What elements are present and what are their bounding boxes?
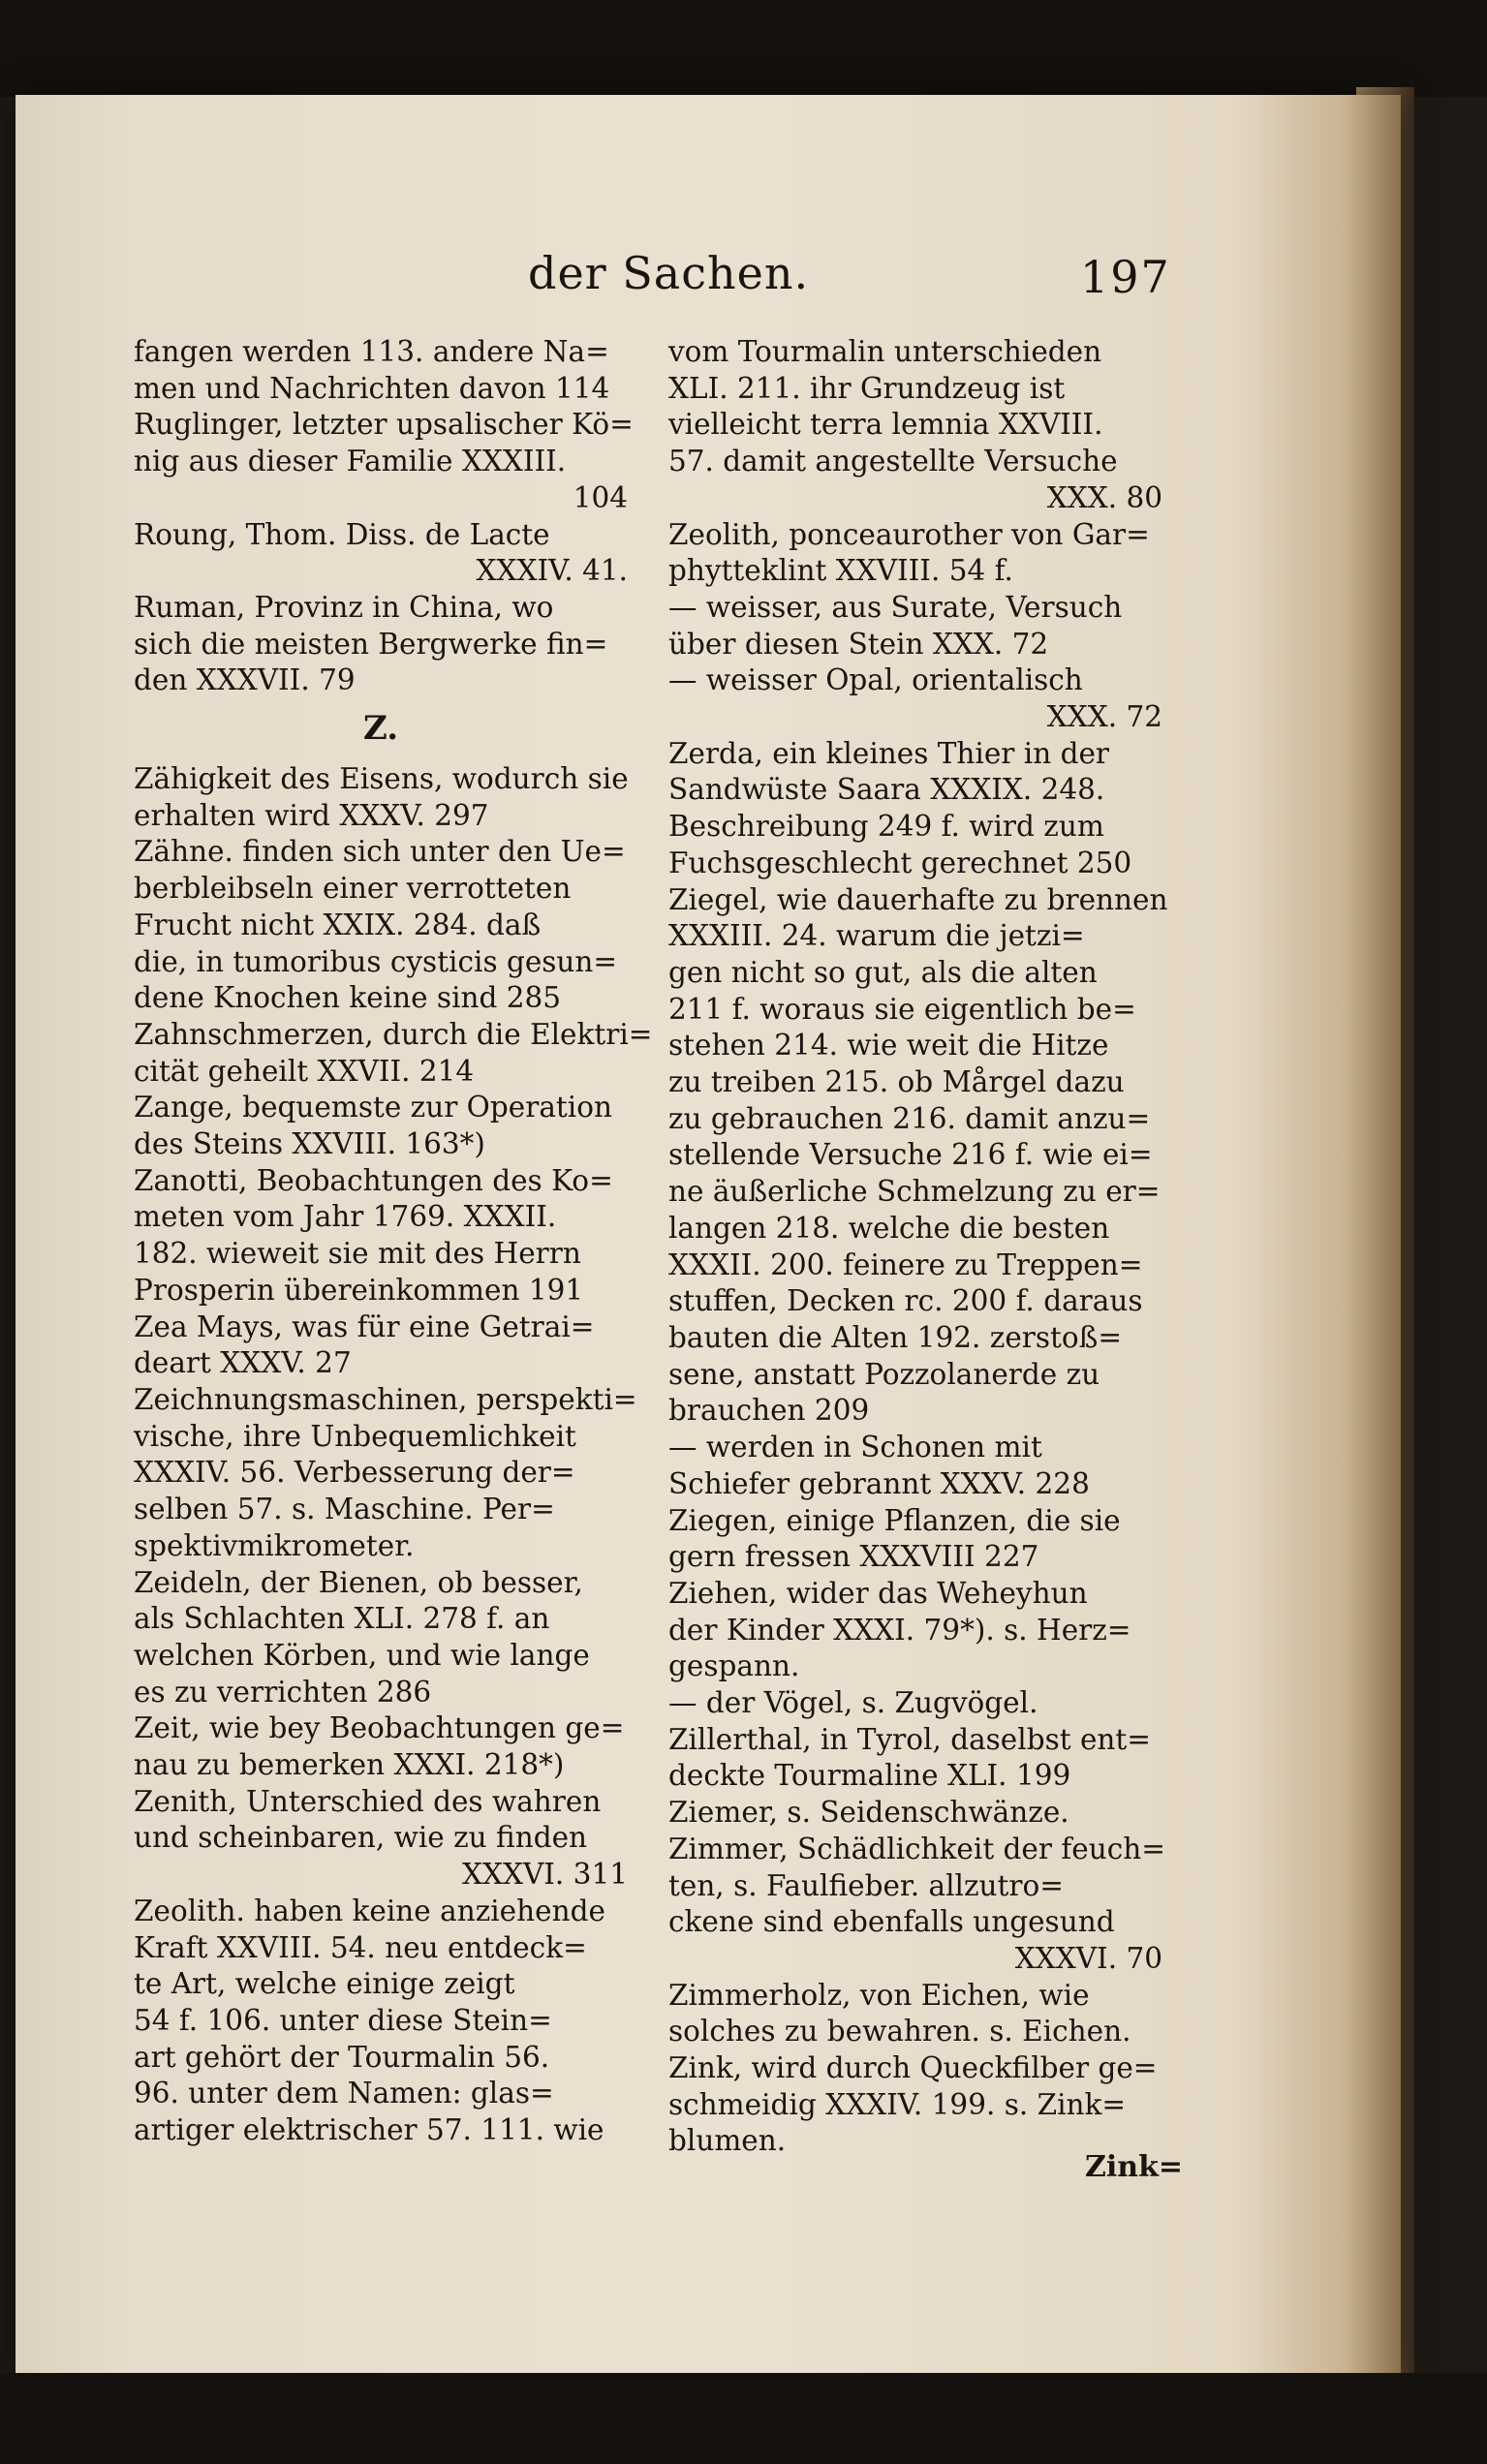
entry-line: sene, anstatt Pozzolanerde zu — [668, 1357, 1100, 1391]
entry-line: cität geheilt XXVII. 214 — [134, 1054, 475, 1088]
entry-line: selben 57. s. Maschine. Per= — [134, 1493, 555, 1526]
index-entry — [134, 1309, 628, 1382]
entry-line: phytteklint XXVIII. 54 f. — [668, 554, 1013, 588]
entry-line: gespann. — [668, 1649, 800, 1683]
section-letter: Z. — [362, 709, 399, 749]
entry-line: gern fressen XXXVIII 227 — [668, 1540, 1039, 1574]
entry-line: — der Vögel, s. Zugvögel. — [668, 1686, 1038, 1720]
entry-line: der Kinder XXXI. 79*). s. Herz= — [668, 1613, 1131, 1647]
entry-line: gen nicht so gut, als die alten — [668, 955, 1098, 989]
index-entry — [668, 1795, 1162, 1832]
entry-line: vom Tourmalin unterschieden — [668, 335, 1102, 368]
entry-line: ten, s. Faulfieber. allzutro= — [668, 1868, 1064, 1902]
entry-line: fangen werden 113. andere Na= — [134, 335, 609, 368]
entry-line: Zeit, wie bey Beobachtungen ge= — [134, 1711, 625, 1745]
entry-line: Sandwüste Saara XXXIX. 248. — [668, 773, 1105, 807]
bottom-shadow — [0, 2373, 1487, 2464]
index-entry — [134, 334, 628, 407]
entry-line: nau zu bemerken XXXI. 218*) — [134, 1748, 565, 1782]
entry-line: Zanotti, Beobachtungen des Ko= — [134, 1163, 613, 1197]
entry-line: als Schlachten XLI. 278 f. an — [134, 1602, 550, 1636]
entry-line: den XXXVII. 79 — [134, 663, 356, 697]
entry-line: ckene sind ebenfalls ungesund — [668, 1905, 1115, 1939]
entry-line: Zeolith, ponceaurother von Gar= — [668, 517, 1150, 551]
entry-line: XXXII. 200. feinere zu Treppen= — [668, 1247, 1143, 1281]
entry-line: — werden in Schonen mit — [668, 1431, 1042, 1464]
index-entry — [668, 736, 1162, 882]
index-entry — [134, 761, 628, 834]
entry-line: Zähne. finden sich unter den Ue= — [134, 835, 626, 869]
entry-line: XXXIV. 56. Verbesserung der= — [134, 1456, 575, 1490]
entry-line: Zeichnungsmaschinen, perspekti= — [134, 1382, 637, 1416]
entry-line: bauten die Alten 192. zerstoß= — [668, 1320, 1123, 1354]
entry-line: schmeidig XXXIV. 199. s. Zink= — [668, 2087, 1127, 2121]
entry-line: Zimmer, Schädlichkeit der feuch= — [668, 1832, 1165, 1865]
entry-line: 182. wieweit sie mit des Herrn — [134, 1237, 581, 1271]
entry-line: Ruglinger, letzter upsalischer Kö= — [134, 408, 634, 442]
entry-line: Fuchsgeschlecht gerechnet 250 — [668, 846, 1132, 879]
entry-line: solches zu bewahren. s. Eichen. — [668, 2015, 1131, 2048]
entry-line: Zimmerholz, von Eichen, wie — [668, 1978, 1090, 2012]
index-entry — [668, 662, 1162, 735]
entry-reference: XXXVI. 311 — [461, 1858, 628, 1892]
index-entry — [668, 1685, 1162, 1722]
index-entry — [668, 1576, 1162, 1685]
entry-line: Zea Mays, was für eine Getrai= — [134, 1309, 595, 1343]
entry-line: art gehört der Tourmalin 56. — [134, 2040, 550, 2074]
index-entry — [134, 407, 634, 516]
entry-line: vielleicht terra lemnia XXVIII. — [668, 408, 1103, 442]
entry-line: deckte Tourmaline XLI. 199 — [668, 1759, 1071, 1793]
entry-line: men und Nachrichten davon 114 — [134, 371, 610, 405]
index-entry — [134, 834, 628, 1017]
entry-line: stuffen, Decken rc. 200 f. daraus — [668, 1284, 1143, 1318]
entry-line: stellende Versuche 216 f. wie ei= — [668, 1138, 1153, 1172]
entry-line: welchen Körben, und wie lange — [134, 1638, 590, 1672]
entry-line: stehen 214. wie weit die Hitze — [668, 1029, 1109, 1063]
index-entry — [134, 1382, 637, 1565]
entry-line: zu gebrauchen 216. damit anzu= — [668, 1101, 1151, 1135]
index-entry — [668, 1722, 1162, 1795]
index-entry — [134, 1163, 628, 1309]
index-column-left — [134, 334, 653, 2149]
entry-line: Schiefer gebrannt XXXV. 228 — [668, 1466, 1090, 1500]
entry-line: Zerda, ein kleines Thier in der — [668, 736, 1110, 770]
index-entry — [134, 1090, 628, 1162]
entry-line: Ziehen, wider das Weheyhun — [668, 1576, 1088, 1610]
index-entry — [134, 517, 628, 590]
entry-line: berbleibseln einer verrotteten — [134, 872, 572, 906]
index-entry — [668, 590, 1162, 662]
index-entry — [668, 2050, 1162, 2160]
entry-line: Zange, bequemste zur Operation — [134, 1091, 612, 1124]
entry-line: sich die meisten Bergwerke fin= — [134, 627, 608, 661]
entry-line: Zillerthal, in Tyrol, daselbst ent= — [668, 1722, 1151, 1756]
index-entry — [668, 1430, 1162, 1502]
entry-line: Zink, wird durch Queckfilber ge= — [668, 2051, 1158, 2085]
entry-line: Zeideln, der Bienen, ob besser, — [134, 1565, 583, 1599]
entry-line: dene Knochen keine sind 285 — [134, 981, 562, 1015]
entry-line: langen 218. welche die besten — [668, 1211, 1110, 1245]
entry-line: es zu verrichten 286 — [134, 1675, 432, 1709]
index-entry — [134, 1784, 628, 1894]
entry-reference: 104 — [573, 480, 628, 514]
entry-line: Ziegel, wie dauerhafte zu brennen — [668, 882, 1168, 916]
entry-line: Frucht nicht XXIX. 284. daß — [134, 908, 542, 941]
entry-reference: XXX. 80 — [1046, 480, 1162, 514]
index-entry — [134, 1565, 628, 1711]
entry-reference: XXXIV. 41. — [476, 554, 628, 588]
index-entry — [668, 517, 1162, 590]
entry-line: blumen. — [668, 2124, 787, 2158]
index-entry — [668, 882, 1168, 1431]
entry-reference: XXX. 72 — [1046, 700, 1162, 734]
entry-line: Beschreibung 249 f. wird zum — [668, 810, 1104, 844]
top-shadow — [0, 0, 1487, 97]
entry-line: XLI. 211. ihr Grundzeug ist — [668, 371, 1066, 405]
entry-line: brauchen 209 — [668, 1394, 870, 1428]
entry-line: Ziegen, einige Pflanzen, die sie — [668, 1503, 1121, 1537]
entry-line: Ruman, Provinz in China, wo — [134, 590, 554, 624]
index-entry — [668, 334, 1162, 517]
entry-line: erhalten wird XXXV. 297 — [134, 798, 489, 832]
index-entry — [134, 1894, 628, 2149]
entry-line: — weisser Opal, orientalisch — [668, 663, 1083, 697]
catchword: Zink= — [1085, 2150, 1184, 2184]
index-column-right — [668, 334, 1168, 2160]
index-entry — [668, 1832, 1165, 1978]
entry-line: 54 f. 106. unter diese Stein= — [134, 2003, 552, 2037]
entry-line: nig aus dieser Familie XXXIII. — [134, 445, 567, 478]
entry-line: über diesen Stein XXX. 72 — [668, 627, 1049, 661]
index-entry — [134, 1710, 628, 1783]
entry-line: ne äußerliche Schmelzung zu er= — [668, 1175, 1161, 1209]
running-head: der Sachen. — [528, 247, 810, 299]
entry-line: spektivmikrometer. — [134, 1528, 415, 1562]
entry-line: 211 f. woraus sie eigentlich be= — [668, 992, 1136, 1026]
entry-line: 57. damit angestellte Versuche — [668, 445, 1118, 478]
entry-reference: XXXVI. 70 — [1014, 1941, 1162, 1975]
index-entry — [668, 1978, 1162, 2050]
entry-line: deart XXXV. 27 — [134, 1346, 352, 1380]
entry-line: te Art, welche einige zeigt — [134, 1967, 515, 2001]
entry-line: Zeolith. haben keine anziehende — [134, 1894, 605, 1927]
entry-line: meten vom Jahr 1769. XXXII. — [134, 1200, 557, 1234]
entry-line: und scheinbaren, wie zu finden — [134, 1821, 588, 1855]
entry-line: — weisser, aus Surate, Versuch — [668, 590, 1123, 624]
entry-line: die, in tumoribus cysticis gesun= — [134, 944, 618, 978]
entry-line: Ziemer, s. Seidenschwänze. — [668, 1796, 1069, 1830]
index-entry — [134, 590, 628, 699]
entry-line: Prosperin übereinkommen 191 — [134, 1273, 584, 1307]
entry-line: Kraft XXVIII. 54. neu entdeck= — [134, 1930, 587, 1964]
entry-line: Roung, Thom. Diss. de Lacte — [134, 517, 550, 551]
index-entry — [668, 1503, 1162, 1576]
entry-line: vische, ihre Unbequemlichkeit — [134, 1419, 576, 1453]
entry-line: artiger elektrischer 57. 111. wie — [134, 2113, 604, 2147]
entry-line: 96. unter dem Namen: glas= — [134, 2077, 554, 2110]
page-header — [0, 247, 1487, 315]
entry-line: Zenith, Unterschied des wahren — [134, 1784, 602, 1818]
entry-line: Zähigkeit des Eisens, wodurch sie — [134, 762, 629, 796]
page-number: 197 — [1080, 251, 1171, 303]
entry-line: XXXIII. 24. warum die jetzi= — [668, 919, 1085, 953]
entry-line: zu treiben 215. ob Mårgel dazu — [668, 1065, 1125, 1099]
index-entry — [134, 1017, 653, 1090]
entry-line: des Steins XXVIII. 163*) — [134, 1127, 485, 1161]
entry-line: Zahnschmerzen, durch die Elektri= — [134, 1017, 653, 1051]
